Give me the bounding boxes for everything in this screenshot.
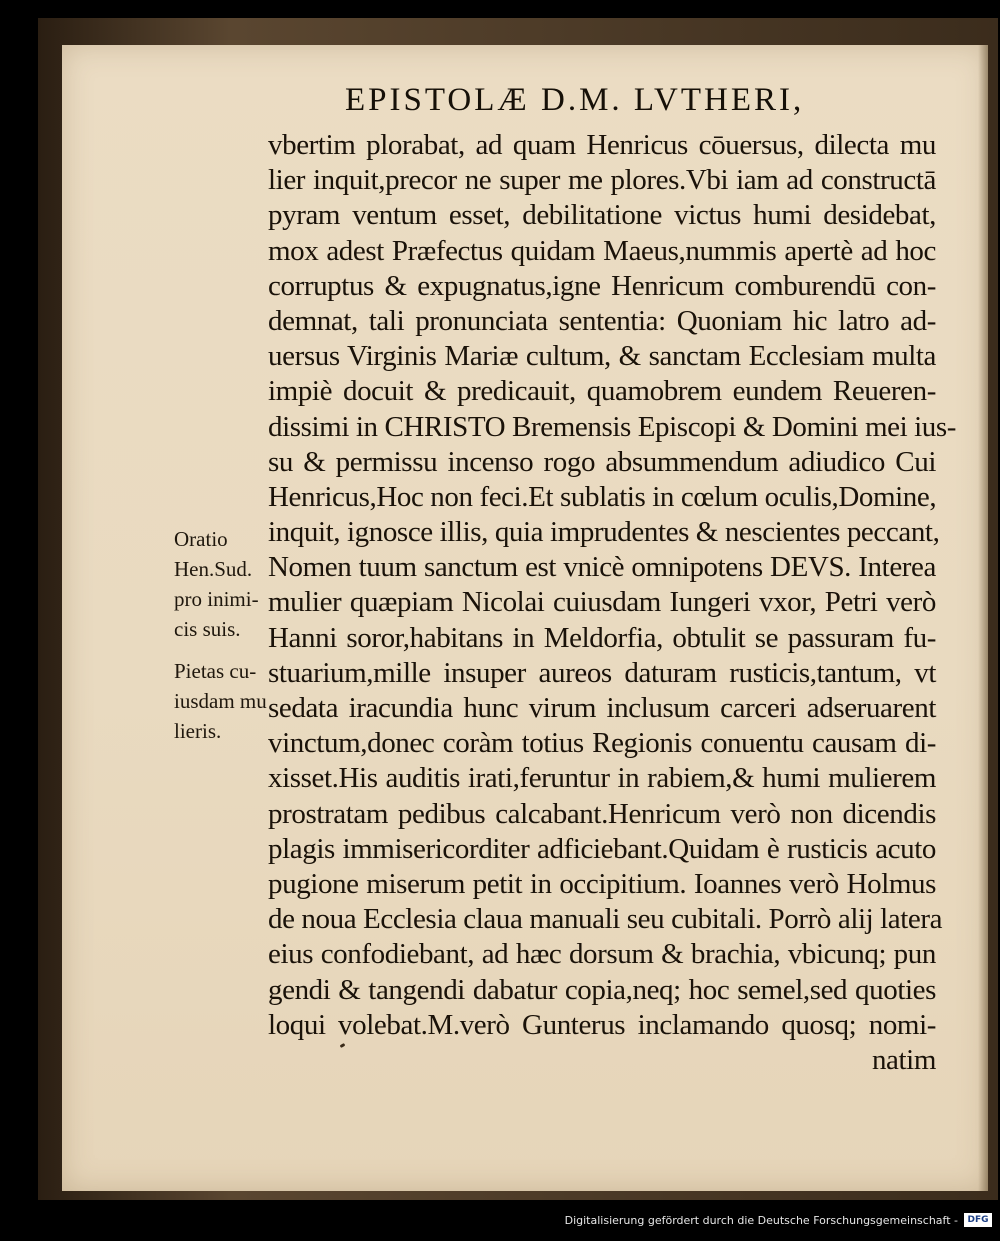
body-line: uersus Virginis Mariæ cultum, & sanctam Ecclesiam multa — [268, 340, 936, 373]
margin-note-line: Oratio — [174, 527, 228, 551]
page-edge-shadow — [978, 45, 988, 1191]
body-line: dissimi in CHRISTO Bremensis Episcopi & Domini mei ius- — [268, 410, 956, 443]
margin-note-line: iusdam mu — [174, 689, 267, 713]
margin-note-line: Hen.Sud. — [174, 557, 253, 581]
body-line: stuarium,mille insuper aureos daturam rusticis,tantum, vt — [268, 656, 936, 689]
body-line: pugione miserum petit in occipitium. Ioannes verò Holmus — [268, 867, 936, 900]
body-line: vinctum,donec coràm totius Regionis conuentu causam di- — [268, 727, 936, 760]
margin-note-oratio — [174, 524, 294, 644]
margin-note-line: cis suis. — [174, 617, 241, 641]
body-line: mulier quæpiam Nicolai cuiusdam Iungeri vxor, Petri verò — [268, 586, 936, 619]
body-line: sedata iracundia hunc virum inclusum carceri adseruarent — [268, 692, 936, 724]
body-line: plagis immisericorditer adficiebant.Quidam è rusticis acuto — [268, 832, 936, 865]
body-line: impiè docuit & predicauit, quamobrem eundem Reueren- — [268, 375, 936, 408]
dfg-logo: DFG — [964, 1213, 992, 1227]
body-line: demnat, tali pronunciata sententia: Quoniam hic latro ad- — [268, 304, 936, 337]
body-line: corruptus & expugnatus,igne Henricum comburendū con- — [268, 269, 936, 302]
margin-note-line: pro inimi- — [174, 587, 259, 611]
body-line: eius confodiebant, ad hæc dorsum & brachia, vbicunq; pun — [268, 938, 936, 971]
body-line: lier inquit,precor ne super me plores.Vbi iam ad constructā — [268, 164, 936, 197]
body-line: Henricus,Hoc non feci.Et sublatis in cœlum oculis,Domine, — [268, 480, 937, 513]
body-line: Nomen tuum sanctum est vnicè omnipotens DEVS. Interea — [268, 551, 936, 584]
body-line: de noua Ecclesia claua manuali seu cubitali. Porrò alij latera — [268, 903, 943, 936]
margin-note-line: Pietas cu- — [174, 659, 257, 683]
margin-note-line: lieris. — [174, 719, 222, 743]
running-head: EPISTOLÆ D.M. LVTHERI, — [345, 82, 805, 118]
body-line: su & permissu incenso rogo absummendum adiudico Cui — [268, 445, 936, 478]
funding-credit: Digitalisierung gefördert durch die Deutsche Forschungsgemeinschaft - — [564, 1214, 958, 1227]
body-line: mox adest Præfectus quidam Maeus,nummis apertè ad hoc — [268, 234, 936, 267]
body-line: gendi & tangendi dabatur copia,neq; hoc semel,sed quoties — [268, 973, 936, 1006]
body-line: inquit, ignosce illis, quia imprudentes & nescientes peccant, — [268, 516, 940, 549]
body-line: prostratam pedibus calcabant.Henricum verò non dicendis — [268, 797, 936, 830]
body-line: pyram ventum esset, debilitatione victus humi desidebat, — [268, 199, 936, 232]
margin-note-pietas — [174, 656, 294, 746]
footer-bar — [0, 1201, 1000, 1241]
body-line: Hanni soror,habitans in Meldorfia, obtulit se passuram fu- — [268, 621, 936, 654]
body-line: xisset.His auditis irati,feruntur in rabiem,& humi mulierem — [268, 762, 936, 795]
body-line: loqui volebat.M.verò Gunterus inclamando quosq; nomi- — [268, 1008, 936, 1041]
body-line: vbertim plorabat, ad quam Henricus cōuersus, dilecta mu — [268, 129, 936, 161]
catchword: natim — [871, 1043, 936, 1076]
body-text — [268, 128, 968, 1078]
